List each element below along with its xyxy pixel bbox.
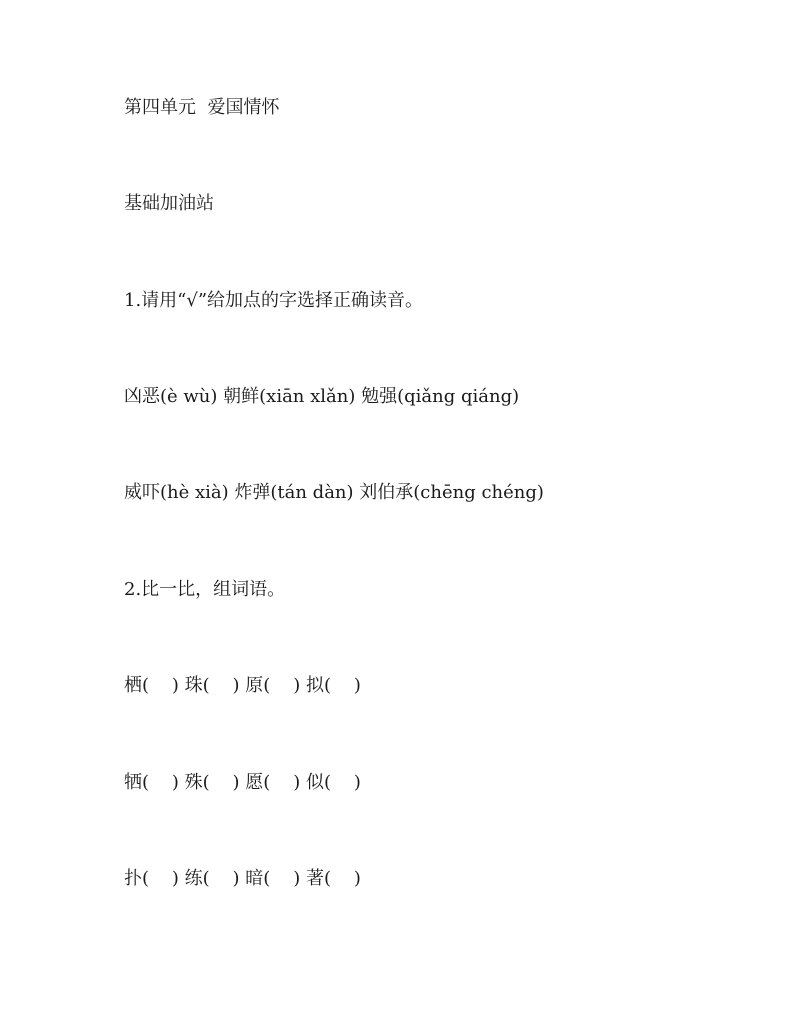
question-2-row-2: 牺( ) 殊( ) 愿( ) 似( ) xyxy=(124,772,361,793)
question-1-row-2: 威吓(hè xià) 炸弹(tán dàn) 刘伯承(chēng chéng) xyxy=(124,482,544,503)
question-2-row-1: 栖( ) 珠( ) 原( ) 拟( ) xyxy=(124,675,361,696)
section-title: 基础加油站 xyxy=(124,193,214,214)
question-1-prompt: 1.请用“√”给加点的字选择正确读音。 xyxy=(124,290,424,311)
unit-title: 第四单元 爱国情怀 xyxy=(124,97,280,118)
question-1-row-1: 凶恶(è wù) 朝鲜(xiān xlǎn) 勉强(qiǎng qiáng) xyxy=(124,386,520,407)
question-2-prompt: 2.比一比，组词语。 xyxy=(124,579,286,600)
question-2-row-3: 扑( ) 练( ) 暗( ) 著( ) xyxy=(124,868,361,889)
